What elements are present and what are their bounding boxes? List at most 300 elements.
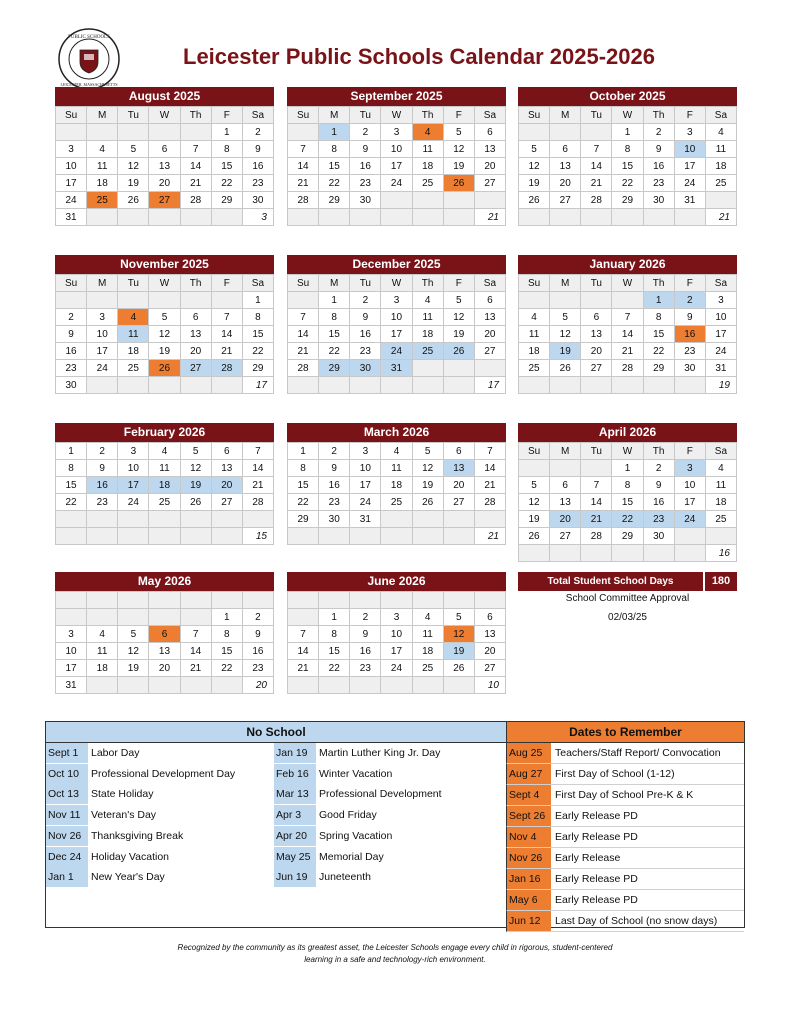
day-cell: 31 xyxy=(56,209,87,226)
weekday-header: F xyxy=(675,443,706,460)
day-cell: 6 xyxy=(212,443,243,460)
day-cell: 28 xyxy=(181,192,212,209)
blank-cell xyxy=(444,511,475,528)
day-cell: 12 xyxy=(519,494,550,511)
day-cell: 27 xyxy=(475,175,506,192)
day-cell: 14 xyxy=(581,494,612,511)
day-cell: 12 xyxy=(444,141,475,158)
day-cell: 4 xyxy=(413,609,444,626)
day-cell: 21 xyxy=(612,343,643,360)
day-cell: 4 xyxy=(118,309,149,326)
no-school-header: No School xyxy=(46,722,506,743)
blank-cell xyxy=(319,377,350,394)
day-cell: 18 xyxy=(519,343,550,360)
day-cell: 3 xyxy=(675,124,706,141)
blank-cell xyxy=(413,209,444,226)
blank-cell xyxy=(212,677,243,694)
day-cell: 8 xyxy=(612,141,643,158)
dates-to-remember-item xyxy=(506,764,744,785)
day-cell: 21 xyxy=(475,477,506,494)
total-days-value: 180 xyxy=(705,572,737,591)
no-school-date: Nov 26 xyxy=(46,826,88,846)
month-title: June 2026 xyxy=(287,572,506,591)
blank-cell xyxy=(350,592,381,609)
day-cell: 13 xyxy=(149,158,180,175)
day-cell: 15 xyxy=(319,158,350,175)
approval-label: School Committee Approval xyxy=(565,593,690,604)
blank-cell xyxy=(149,592,180,609)
blank-cell xyxy=(181,511,212,528)
day-cell: 18 xyxy=(706,494,737,511)
day-cell: 18 xyxy=(118,343,149,360)
remember-date: Nov 4 xyxy=(507,827,551,847)
day-cell: 3 xyxy=(56,626,87,643)
day-cell: 20 xyxy=(475,643,506,660)
day-cell: 23 xyxy=(56,360,87,377)
day-cell: 3 xyxy=(87,309,118,326)
day-cell: 8 xyxy=(212,141,243,158)
day-cell: 27 xyxy=(475,343,506,360)
blank-cell xyxy=(288,377,319,394)
blank-cell xyxy=(243,511,274,528)
remember-event: Early Release PD xyxy=(555,873,638,885)
blank-cell xyxy=(475,511,506,528)
blank-cell xyxy=(118,677,149,694)
day-cell: 4 xyxy=(149,443,180,460)
no-school-item xyxy=(274,847,384,867)
day-cell: 25 xyxy=(706,511,737,528)
remember-date: Aug 27 xyxy=(507,764,551,784)
day-cell: 22 xyxy=(319,660,350,677)
page-title: Leicester Public Schools Calendar 2025-2026 xyxy=(183,44,656,69)
weekday-header: Su xyxy=(519,275,550,292)
day-cell: 5 xyxy=(444,292,475,309)
day-cell: 20 xyxy=(181,343,212,360)
blank-cell xyxy=(149,209,180,226)
legend-table xyxy=(45,721,745,928)
day-cell: 7 xyxy=(181,626,212,643)
day-cell: 13 xyxy=(475,309,506,326)
monthly-school-day-count: 16 xyxy=(706,545,737,562)
blank-cell xyxy=(56,528,87,545)
blank-cell xyxy=(149,511,180,528)
no-school-item xyxy=(46,743,139,763)
day-cell: 3 xyxy=(381,609,412,626)
dates-to-remember-list xyxy=(506,743,744,932)
blank-cell xyxy=(118,511,149,528)
day-cell: 5 xyxy=(519,477,550,494)
remember-date: Jun 12 xyxy=(507,911,551,931)
blank-cell xyxy=(181,528,212,545)
dates-to-remember-header: Dates to Remember xyxy=(506,722,744,743)
day-cell: 8 xyxy=(612,477,643,494)
day-cell: 22 xyxy=(319,343,350,360)
day-cell: 12 xyxy=(550,326,581,343)
day-cell: 16 xyxy=(644,158,675,175)
month-grid xyxy=(287,442,506,545)
day-cell: 14 xyxy=(612,326,643,343)
day-cell: 6 xyxy=(550,477,581,494)
no-school-date: Jan 19 xyxy=(274,743,316,763)
blank-cell xyxy=(149,528,180,545)
day-cell: 7 xyxy=(181,141,212,158)
blank-cell xyxy=(581,124,612,141)
day-cell: 8 xyxy=(288,460,319,477)
day-cell: 10 xyxy=(87,326,118,343)
day-cell: 30 xyxy=(350,192,381,209)
blank-cell xyxy=(675,209,706,226)
day-cell: 27 xyxy=(444,494,475,511)
day-cell: 7 xyxy=(212,309,243,326)
day-cell: 15 xyxy=(612,494,643,511)
blank-cell xyxy=(87,209,118,226)
day-cell: 20 xyxy=(550,511,581,528)
day-cell: 28 xyxy=(212,360,243,377)
day-cell: 23 xyxy=(350,175,381,192)
blank-cell xyxy=(149,677,180,694)
day-cell: 23 xyxy=(350,660,381,677)
blank-cell xyxy=(413,192,444,209)
blank-cell xyxy=(475,192,506,209)
blank-cell xyxy=(56,124,87,141)
monthly-school-day-count: 21 xyxy=(475,209,506,226)
day-cell: 29 xyxy=(612,528,643,545)
day-cell: 23 xyxy=(644,175,675,192)
day-cell: 3 xyxy=(56,141,87,158)
day-cell: 11 xyxy=(149,460,180,477)
day-cell: 1 xyxy=(644,292,675,309)
day-cell: 27 xyxy=(212,494,243,511)
day-cell: 2 xyxy=(675,292,706,309)
day-cell: 23 xyxy=(350,343,381,360)
day-cell: 24 xyxy=(350,494,381,511)
no-school-event: Labor Day xyxy=(91,747,140,759)
day-cell: 26 xyxy=(413,494,444,511)
day-cell: 9 xyxy=(319,460,350,477)
day-cell: 10 xyxy=(381,141,412,158)
seal-text-bottom: LEICESTER, MASSACHUSETTS xyxy=(60,82,118,87)
day-cell: 15 xyxy=(212,158,243,175)
day-cell: 24 xyxy=(675,175,706,192)
no-school-item xyxy=(274,784,442,804)
blank-cell xyxy=(118,377,149,394)
weekday-header: Sa xyxy=(706,443,737,460)
weekday-header: M xyxy=(550,443,581,460)
day-cell: 16 xyxy=(56,343,87,360)
day-cell: 13 xyxy=(581,326,612,343)
day-cell: 11 xyxy=(706,141,737,158)
blank-cell xyxy=(181,124,212,141)
day-cell: 1 xyxy=(212,609,243,626)
day-cell: 5 xyxy=(149,309,180,326)
blank-cell xyxy=(87,528,118,545)
blank-cell xyxy=(288,209,319,226)
no-school-date: Sept 1 xyxy=(46,743,88,763)
blank-cell xyxy=(149,124,180,141)
day-cell: 7 xyxy=(288,309,319,326)
blank-cell xyxy=(550,545,581,562)
no-school-item xyxy=(46,805,156,825)
month-title: December 2025 xyxy=(287,255,506,274)
day-cell: 2 xyxy=(644,124,675,141)
blank-cell xyxy=(444,592,475,609)
day-cell: 16 xyxy=(243,643,274,660)
day-cell: 24 xyxy=(381,343,412,360)
blank-cell xyxy=(288,124,319,141)
day-cell: 6 xyxy=(444,443,475,460)
day-cell: 24 xyxy=(706,343,737,360)
monthly-school-day-count: 17 xyxy=(243,377,274,394)
day-cell: 17 xyxy=(56,660,87,677)
day-cell: 1 xyxy=(288,443,319,460)
blank-cell xyxy=(475,592,506,609)
no-school-event: State Holiday xyxy=(91,788,154,801)
blank-cell xyxy=(56,292,87,309)
day-cell: 17 xyxy=(706,326,737,343)
day-cell: 11 xyxy=(519,326,550,343)
day-cell: 13 xyxy=(212,460,243,477)
day-cell: 17 xyxy=(675,158,706,175)
day-cell: 30 xyxy=(644,192,675,209)
weekday-header: Th xyxy=(413,275,444,292)
monthly-school-day-count: 20 xyxy=(243,677,274,694)
day-cell: 24 xyxy=(675,511,706,528)
month-title: September 2025 xyxy=(287,87,506,106)
day-cell: 17 xyxy=(350,477,381,494)
blank-cell xyxy=(87,677,118,694)
month-grid xyxy=(287,274,506,394)
day-cell: 10 xyxy=(675,141,706,158)
day-cell: 24 xyxy=(381,175,412,192)
dates-to-remember-item xyxy=(506,848,744,869)
day-cell: 22 xyxy=(212,175,243,192)
blank-cell xyxy=(519,460,550,477)
day-cell: 7 xyxy=(288,141,319,158)
day-cell: 15 xyxy=(644,326,675,343)
day-cell: 15 xyxy=(56,477,87,494)
no-school-item xyxy=(46,867,165,887)
day-cell: 30 xyxy=(350,360,381,377)
no-school-item xyxy=(274,867,371,887)
blank-cell xyxy=(212,292,243,309)
blank-cell xyxy=(319,528,350,545)
day-cell: 15 xyxy=(288,477,319,494)
day-cell: 23 xyxy=(243,175,274,192)
day-cell: 22 xyxy=(243,343,274,360)
day-cell: 12 xyxy=(118,643,149,660)
weekday-header: Th xyxy=(181,275,212,292)
day-cell: 21 xyxy=(181,175,212,192)
weekday-header: Sa xyxy=(706,107,737,124)
weekday-header: M xyxy=(550,107,581,124)
day-cell: 6 xyxy=(475,609,506,626)
blank-cell xyxy=(56,511,87,528)
day-cell: 27 xyxy=(581,360,612,377)
day-cell: 22 xyxy=(288,494,319,511)
month-title: November 2025 xyxy=(55,255,274,274)
day-cell: 1 xyxy=(243,292,274,309)
blank-cell xyxy=(212,377,243,394)
dates-to-remember-item xyxy=(506,806,744,827)
weekday-header: Tu xyxy=(581,443,612,460)
blank-cell xyxy=(413,528,444,545)
day-cell: 17 xyxy=(675,494,706,511)
day-cell: 2 xyxy=(350,609,381,626)
blank-cell xyxy=(319,677,350,694)
blank-cell xyxy=(381,511,412,528)
weekday-header: W xyxy=(149,275,180,292)
month-calendar xyxy=(287,87,506,226)
day-cell: 1 xyxy=(319,609,350,626)
no-school-event: Spring Vacation xyxy=(319,829,393,842)
month-calendar xyxy=(55,423,274,545)
day-cell: 29 xyxy=(288,511,319,528)
mission-line-2: learning in a safe and technology-rich environment. xyxy=(304,955,486,964)
blank-cell xyxy=(181,377,212,394)
day-cell: 11 xyxy=(87,643,118,660)
weekday-header: F xyxy=(444,275,475,292)
blank-cell xyxy=(413,377,444,394)
day-cell: 27 xyxy=(550,528,581,545)
day-cell: 4 xyxy=(381,443,412,460)
day-cell: 16 xyxy=(243,158,274,175)
approval-date: 02/03/25 xyxy=(608,612,647,623)
no-school-item xyxy=(274,805,377,825)
day-cell: 25 xyxy=(149,494,180,511)
day-cell: 27 xyxy=(475,660,506,677)
day-cell: 23 xyxy=(644,511,675,528)
blank-cell xyxy=(413,511,444,528)
weekday-header: F xyxy=(212,275,243,292)
day-cell: 22 xyxy=(212,660,243,677)
blank-cell xyxy=(550,124,581,141)
weekday-header: Su xyxy=(519,443,550,460)
day-cell: 6 xyxy=(475,124,506,141)
day-cell: 25 xyxy=(519,360,550,377)
blank-cell xyxy=(381,677,412,694)
day-cell: 21 xyxy=(243,477,274,494)
day-cell: 14 xyxy=(288,158,319,175)
blank-cell xyxy=(87,377,118,394)
weekday-header: M xyxy=(319,275,350,292)
day-cell: 18 xyxy=(413,326,444,343)
weekday-header: W xyxy=(381,275,412,292)
blank-cell xyxy=(413,592,444,609)
no-school-date: Nov 11 xyxy=(46,805,88,825)
blank-cell xyxy=(87,609,118,626)
day-cell: 9 xyxy=(644,141,675,158)
blank-cell xyxy=(644,377,675,394)
weekday-header: Sa xyxy=(475,275,506,292)
blank-cell xyxy=(581,292,612,309)
blank-cell xyxy=(87,292,118,309)
day-cell: 10 xyxy=(56,158,87,175)
day-cell: 19 xyxy=(519,511,550,528)
day-cell: 15 xyxy=(243,326,274,343)
no-school-date: Apr 3 xyxy=(274,805,316,825)
mission-line-1: Recognized by the community as its greatest asset, the Leicester Schools engage every child in rigorous, student-centered xyxy=(177,943,613,952)
blank-cell xyxy=(87,511,118,528)
total-days-label: Total Student School Days xyxy=(518,572,703,591)
blank-cell xyxy=(181,209,212,226)
day-cell: 2 xyxy=(644,460,675,477)
day-cell: 2 xyxy=(243,609,274,626)
dates-to-remember-item xyxy=(506,827,744,848)
day-cell: 7 xyxy=(581,477,612,494)
day-cell: 13 xyxy=(181,326,212,343)
day-cell: 12 xyxy=(413,460,444,477)
no-school-event: Holiday Vacation xyxy=(91,850,170,863)
day-cell: 15 xyxy=(612,158,643,175)
weekday-header: Su xyxy=(56,275,87,292)
blank-cell xyxy=(149,292,180,309)
day-cell: 15 xyxy=(319,643,350,660)
month-grid xyxy=(287,591,506,694)
day-cell: 14 xyxy=(181,643,212,660)
month-calendar xyxy=(55,255,274,394)
day-cell: 22 xyxy=(644,343,675,360)
day-cell: 19 xyxy=(149,343,180,360)
blank-cell xyxy=(675,528,706,545)
day-cell: 18 xyxy=(413,643,444,660)
day-cell: 11 xyxy=(706,477,737,494)
day-cell: 2 xyxy=(350,124,381,141)
month-calendar xyxy=(518,255,737,394)
monthly-school-day-count: 10 xyxy=(475,677,506,694)
day-cell: 25 xyxy=(381,494,412,511)
blank-cell xyxy=(550,377,581,394)
day-cell: 12 xyxy=(444,626,475,643)
weekday-header: M xyxy=(319,107,350,124)
day-cell: 12 xyxy=(519,158,550,175)
day-cell: 29 xyxy=(319,192,350,209)
blank-cell xyxy=(381,592,412,609)
day-cell: 9 xyxy=(350,626,381,643)
day-cell: 1 xyxy=(319,292,350,309)
day-cell: 15 xyxy=(212,643,243,660)
day-cell: 17 xyxy=(381,158,412,175)
day-cell: 9 xyxy=(87,460,118,477)
day-cell: 4 xyxy=(87,626,118,643)
day-cell: 20 xyxy=(149,660,180,677)
remember-event: Early Release PD xyxy=(555,831,638,843)
day-cell: 7 xyxy=(612,309,643,326)
weekday-header: Su xyxy=(56,107,87,124)
no-school-event: Thanksgiving Break xyxy=(91,829,184,842)
day-cell: 5 xyxy=(444,609,475,626)
no-school-event: New Year's Day xyxy=(91,871,165,884)
month-calendar xyxy=(287,572,506,694)
day-cell: 2 xyxy=(87,443,118,460)
day-cell: 24 xyxy=(381,660,412,677)
day-cell: 17 xyxy=(381,326,412,343)
day-cell: 20 xyxy=(550,175,581,192)
day-cell: 1 xyxy=(319,124,350,141)
weekday-header: F xyxy=(675,107,706,124)
day-cell: 17 xyxy=(381,643,412,660)
blank-cell xyxy=(581,377,612,394)
day-cell: 1 xyxy=(612,460,643,477)
day-cell: 16 xyxy=(350,158,381,175)
no-school-item xyxy=(274,826,392,846)
day-cell: 7 xyxy=(288,626,319,643)
no-school-date: Apr 20 xyxy=(274,826,316,846)
blank-cell xyxy=(118,528,149,545)
day-cell: 21 xyxy=(212,343,243,360)
day-cell: 9 xyxy=(243,141,274,158)
day-cell: 21 xyxy=(288,343,319,360)
day-cell: 13 xyxy=(149,643,180,660)
